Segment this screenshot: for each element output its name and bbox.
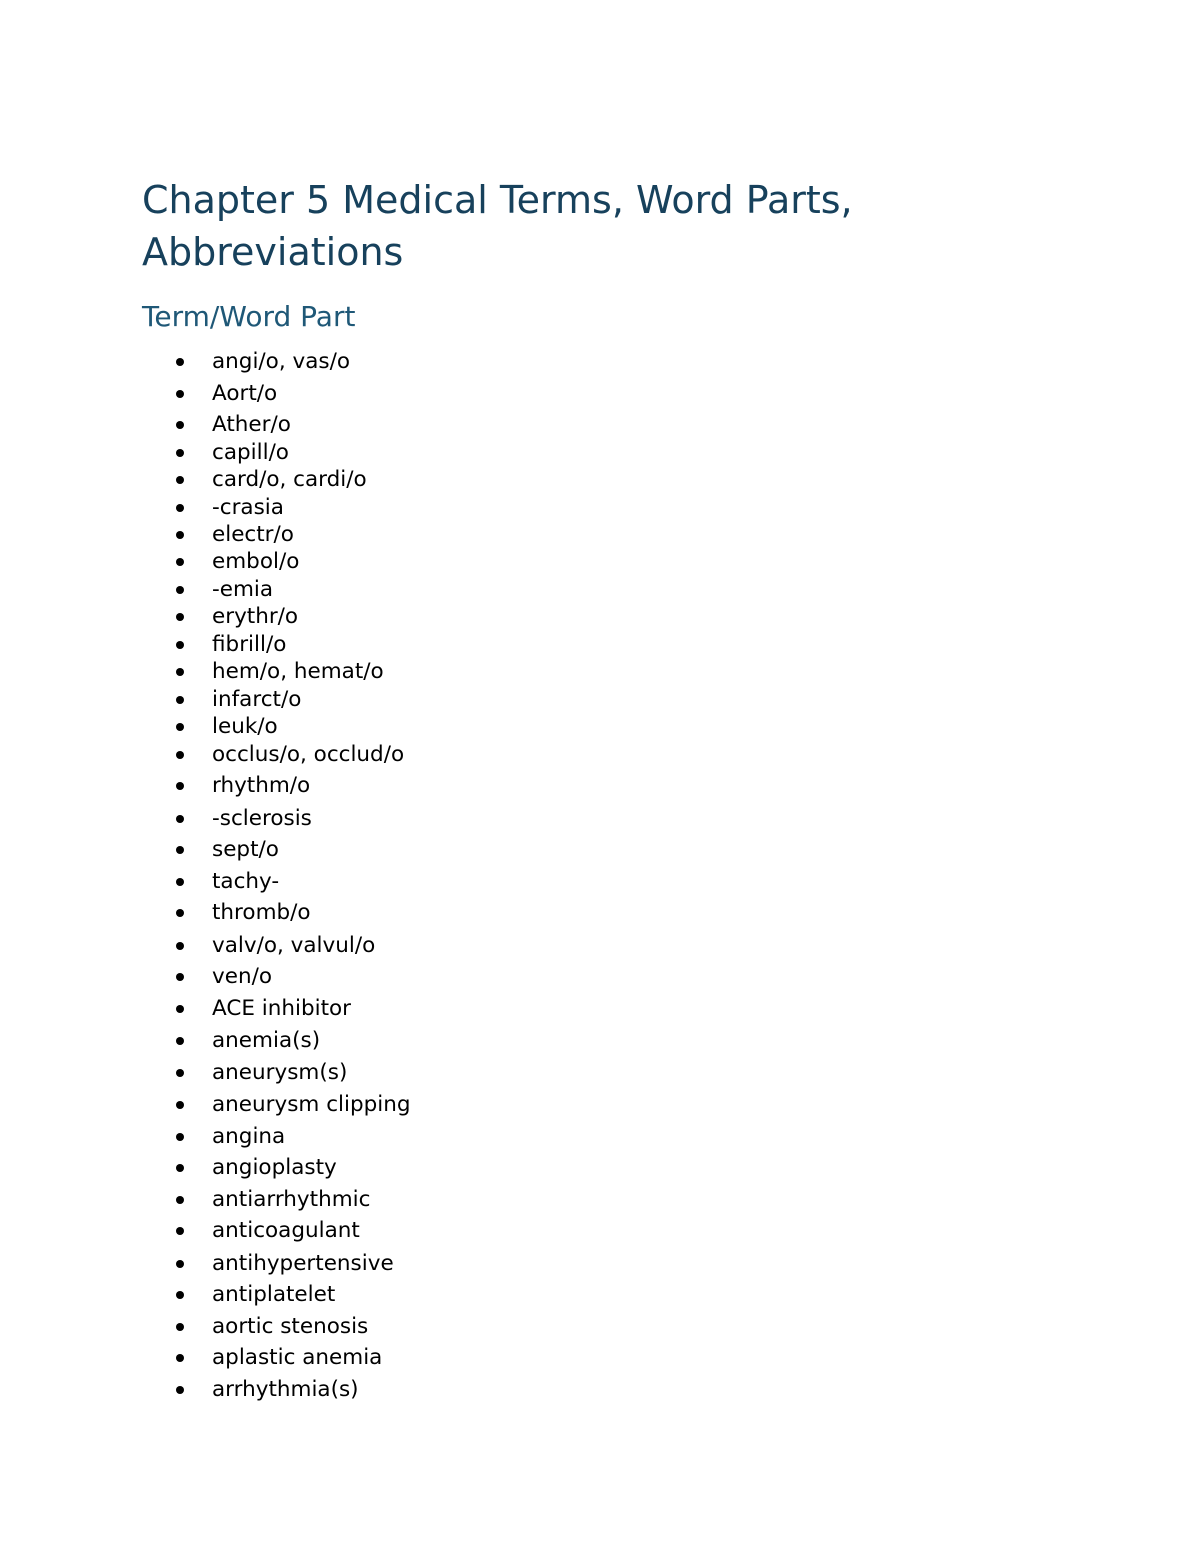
bullet-icon bbox=[176, 1133, 184, 1141]
term-text: Aort/o bbox=[212, 381, 278, 406]
bullet-icon bbox=[176, 723, 184, 731]
section-heading: Term/Word Part bbox=[142, 300, 356, 333]
bullet-icon bbox=[176, 449, 184, 457]
bullet-icon bbox=[176, 476, 184, 484]
bullet-icon bbox=[176, 1069, 184, 1077]
term-text: leuk/o bbox=[212, 714, 278, 739]
bullet-icon bbox=[176, 751, 184, 759]
bullet-icon bbox=[176, 782, 184, 790]
term-text: antiarrhythmic bbox=[212, 1187, 371, 1212]
bullet-icon bbox=[176, 815, 184, 823]
term-text: card/o, cardi/o bbox=[212, 467, 367, 492]
bullet-icon bbox=[176, 1323, 184, 1331]
bullet-icon bbox=[176, 421, 184, 429]
bullet-icon bbox=[176, 531, 184, 539]
bullet-icon bbox=[176, 613, 184, 621]
bullet-icon bbox=[176, 586, 184, 594]
term-text: antiplatelet bbox=[212, 1282, 336, 1307]
bullet-icon bbox=[176, 668, 184, 676]
term-text: anemia(s) bbox=[212, 1028, 321, 1053]
page-title: Chapter 5 Medical Terms, Word Parts, Abbreviations bbox=[142, 178, 853, 274]
bullet-icon bbox=[176, 358, 184, 366]
bullet-icon bbox=[176, 641, 184, 649]
term-text: electr/o bbox=[212, 522, 294, 547]
bullet-icon bbox=[176, 878, 184, 886]
bullet-icon bbox=[176, 1164, 184, 1172]
term-text: arrhythmia(s) bbox=[212, 1377, 359, 1402]
bullet-icon bbox=[176, 1101, 184, 1109]
term-text: infarct/o bbox=[212, 687, 302, 712]
term-text: erythr/o bbox=[212, 604, 299, 629]
bullet-icon bbox=[176, 696, 184, 704]
bullet-icon bbox=[176, 942, 184, 950]
bullet-icon bbox=[176, 846, 184, 854]
bullet-icon bbox=[176, 504, 184, 512]
term-text: aplastic anemia bbox=[212, 1345, 383, 1370]
term-text: rhythm/o bbox=[212, 773, 311, 798]
bullet-icon bbox=[176, 973, 184, 981]
bullet-icon bbox=[176, 1354, 184, 1362]
term-text: -emia bbox=[212, 577, 274, 602]
bullet-icon bbox=[176, 558, 184, 566]
bullet-icon bbox=[176, 1291, 184, 1299]
term-text: aneurysm clipping bbox=[212, 1092, 411, 1117]
term-text: Ather/o bbox=[212, 412, 291, 437]
term-text: angina bbox=[212, 1124, 286, 1149]
term-text: embol/o bbox=[212, 549, 300, 574]
bullet-icon bbox=[176, 1227, 184, 1235]
term-text: ven/o bbox=[212, 964, 272, 989]
bullet-icon bbox=[176, 1037, 184, 1045]
term-text: thromb/o bbox=[212, 900, 311, 925]
term-text: antihypertensive bbox=[212, 1251, 394, 1276]
bullet-icon bbox=[176, 909, 184, 917]
bullet-icon bbox=[176, 1260, 184, 1268]
term-text: sept/o bbox=[212, 837, 279, 862]
term-text: -sclerosis bbox=[212, 806, 312, 831]
term-text: capill/o bbox=[212, 440, 289, 465]
term-text: -crasia bbox=[212, 495, 284, 520]
term-text: tachy- bbox=[212, 869, 280, 894]
term-text: aortic stenosis bbox=[212, 1314, 369, 1339]
bullet-icon bbox=[176, 1196, 184, 1204]
term-text: angi/o, vas/o bbox=[212, 349, 350, 374]
term-text: anticoagulant bbox=[212, 1218, 360, 1243]
term-text: aneurysm(s) bbox=[212, 1060, 348, 1085]
term-text: hem/o, hemat/o bbox=[212, 659, 384, 684]
term-text: fibrill/o bbox=[212, 632, 287, 657]
bullet-icon bbox=[176, 1005, 184, 1013]
bullet-icon bbox=[176, 1386, 184, 1394]
bullet-icon bbox=[176, 390, 184, 398]
term-text: valv/o, valvul/o bbox=[212, 933, 376, 958]
term-text: ACE inhibitor bbox=[212, 996, 352, 1021]
term-text: occlus/o, occlud/o bbox=[212, 742, 405, 767]
term-text: angioplasty bbox=[212, 1155, 337, 1180]
